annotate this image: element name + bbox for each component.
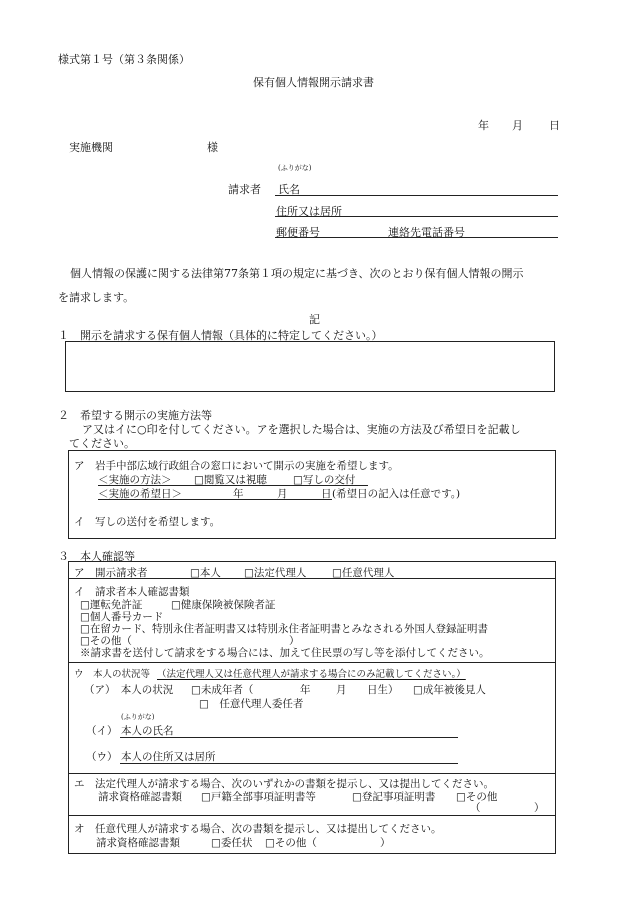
method-option-view[interactable]: □閲覧又は視聴 [194, 474, 267, 486]
principal-name-line[interactable] [120, 737, 458, 738]
section1-heading: １ 開示を請求する保有個人情報（具体的に特定してください。） [58, 329, 383, 342]
requester-postal-label: 郵便番号 [276, 226, 320, 239]
section2-option-a[interactable]: ア 岩手中部広域行政組合の窓口において開示の実施を希望します。 [74, 460, 399, 472]
principal-name-label: 本人の氏名 [121, 725, 174, 737]
legal-doc-other-open: （ [470, 802, 481, 814]
requester-name-label: 氏名 [278, 183, 300, 196]
requester-furigana: (ふりがな) [278, 164, 312, 172]
voluntary-docs-label: 請求資格確認書類 [96, 837, 180, 849]
legal-doc-other[interactable]: □その他 [456, 791, 498, 803]
requester-phone-label: 連絡先電話番号 [388, 226, 465, 239]
principal-birth-month: 月 [336, 684, 347, 696]
intro-line-2: を請求します。 [58, 291, 135, 304]
form-title: 保有個人情報開示請求書 [253, 76, 374, 89]
legal-doc-koseki[interactable]: □戸籍全部事項証明書等 [201, 791, 316, 803]
legal-agent-instruction: エ 法定代理人が請求する場合、次のいずれかの書類を提示し、又は提出してください。 [74, 778, 494, 790]
principal-status-label: （ア） 本人の状況 [84, 684, 174, 696]
requester-address-line[interactable] [275, 216, 558, 217]
voluntary-doc-other-close: ） [380, 837, 391, 849]
hope-date-note: (希望日の記入は任意です。) [332, 488, 461, 500]
legal-doc-registry[interactable]: □登記事項証明書 [352, 791, 436, 803]
principal-name-marker: （イ） [86, 725, 118, 737]
principal-furigana: (ふりがな) [121, 713, 155, 721]
principal-birth-year: 年 [300, 684, 311, 696]
id-doc-mynumber[interactable]: □個人番号カード [80, 611, 164, 623]
method-option-copy[interactable]: □写しの交付 [293, 474, 356, 486]
id-docs-heading: イ 請求者本人確認書類 [74, 586, 190, 598]
requester-contact-line[interactable] [275, 237, 558, 238]
hope-date-label: ＜実施の希望日＞ [98, 488, 182, 500]
id-doc-insurance[interactable]: □健康保険被保険者証 [171, 599, 276, 611]
section2-option-i[interactable]: イ 写しの送付を希望します。 [74, 516, 221, 528]
principal-birth-day: 日生） [367, 684, 399, 696]
hope-date-underline[interactable] [98, 499, 332, 500]
agency-label: 実施機関 [69, 141, 113, 154]
principal-status-ward[interactable]: □成年被後見人 [413, 684, 486, 696]
legal-docs-label: 請求資格確認書類 [98, 791, 182, 803]
requester-type-voluntary[interactable]: □任意代理人 [332, 567, 395, 579]
intro-line-1: 個人情報の保護に関する法律第77条第１項の規定に基づき、次のとおり保有個人情報の開示 [70, 267, 524, 280]
section3-divider-i [68, 662, 555, 663]
form-number: 様式第１号（第３条関係） [58, 53, 190, 66]
date-year-label: 年 [478, 119, 489, 132]
principal-address-marker: （ウ） [86, 751, 118, 763]
principal-address-label: 本人の住所又は居所 [121, 751, 216, 763]
requester-type-label: ア 開示請求者 [74, 567, 148, 579]
hope-date-month: 月 [277, 488, 288, 500]
hope-date-day: 日 [321, 488, 332, 500]
requester-name-line[interactable] [275, 195, 558, 196]
principal-status-delegator[interactable]: □ 任意代理人委任者 [199, 698, 304, 710]
principal-status-note: （法定代理人又は任意代理人が請求する場合にのみ記載してください。） [157, 669, 466, 680]
date-day-label: 日 [549, 119, 560, 132]
id-doc-other-close: ） [289, 635, 300, 647]
section3-heading: ３ 本人確認等 [58, 550, 135, 563]
requester-type-self[interactable]: □本人 [190, 567, 221, 579]
agency-honorific: 様 [207, 141, 218, 154]
ki-heading: 記 [309, 313, 320, 326]
id-doc-residence[interactable]: □在留カード、特別永住者証明書又は特別永住者証明書とみなされる外国人登録証明書 [80, 623, 488, 635]
id-doc-other[interactable]: □その他（ [80, 635, 132, 647]
id-doc-license[interactable]: □運転免許証 [80, 599, 143, 611]
section2-instruction-2: てください。 [69, 437, 135, 450]
section2-instruction-1: ア又はイに○印を付してください。アを選択した場合は、実施の方法及び希望日を記載し [82, 423, 521, 436]
principal-status-heading: ウ 本人の状況等 [74, 669, 151, 680]
voluntary-doc-other[interactable]: □その他（ [265, 837, 317, 849]
requester-label: 請求者 [228, 183, 261, 196]
requester-address-label: 住所又は居所 [276, 205, 342, 218]
requester-type-legal[interactable]: □法定代理人 [244, 567, 307, 579]
voluntary-doc-proxy[interactable]: □委任状 [211, 837, 253, 849]
legal-doc-other-close: ） [534, 802, 545, 814]
section1-info-box[interactable] [65, 341, 555, 392]
principal-status-minor[interactable]: □未成年者（ [191, 684, 254, 696]
section3-divider-u [68, 773, 555, 774]
hope-date-year: 年 [233, 488, 244, 500]
section3-divider-e [68, 815, 555, 816]
section2-heading: ２ 希望する開示の実施方法等 [58, 409, 212, 422]
principal-address-line[interactable] [120, 763, 458, 764]
date-month-label: 月 [512, 119, 523, 132]
method-label: ＜実施の方法＞ [98, 474, 172, 486]
id-docs-note: ※請求書を送付して請求をする場合には、加えて住民票の写し等を添付してください。 [80, 647, 490, 659]
voluntary-agent-instruction: オ 任意代理人が請求する場合、次の書類を提示し、又は提出してください。 [74, 823, 442, 835]
